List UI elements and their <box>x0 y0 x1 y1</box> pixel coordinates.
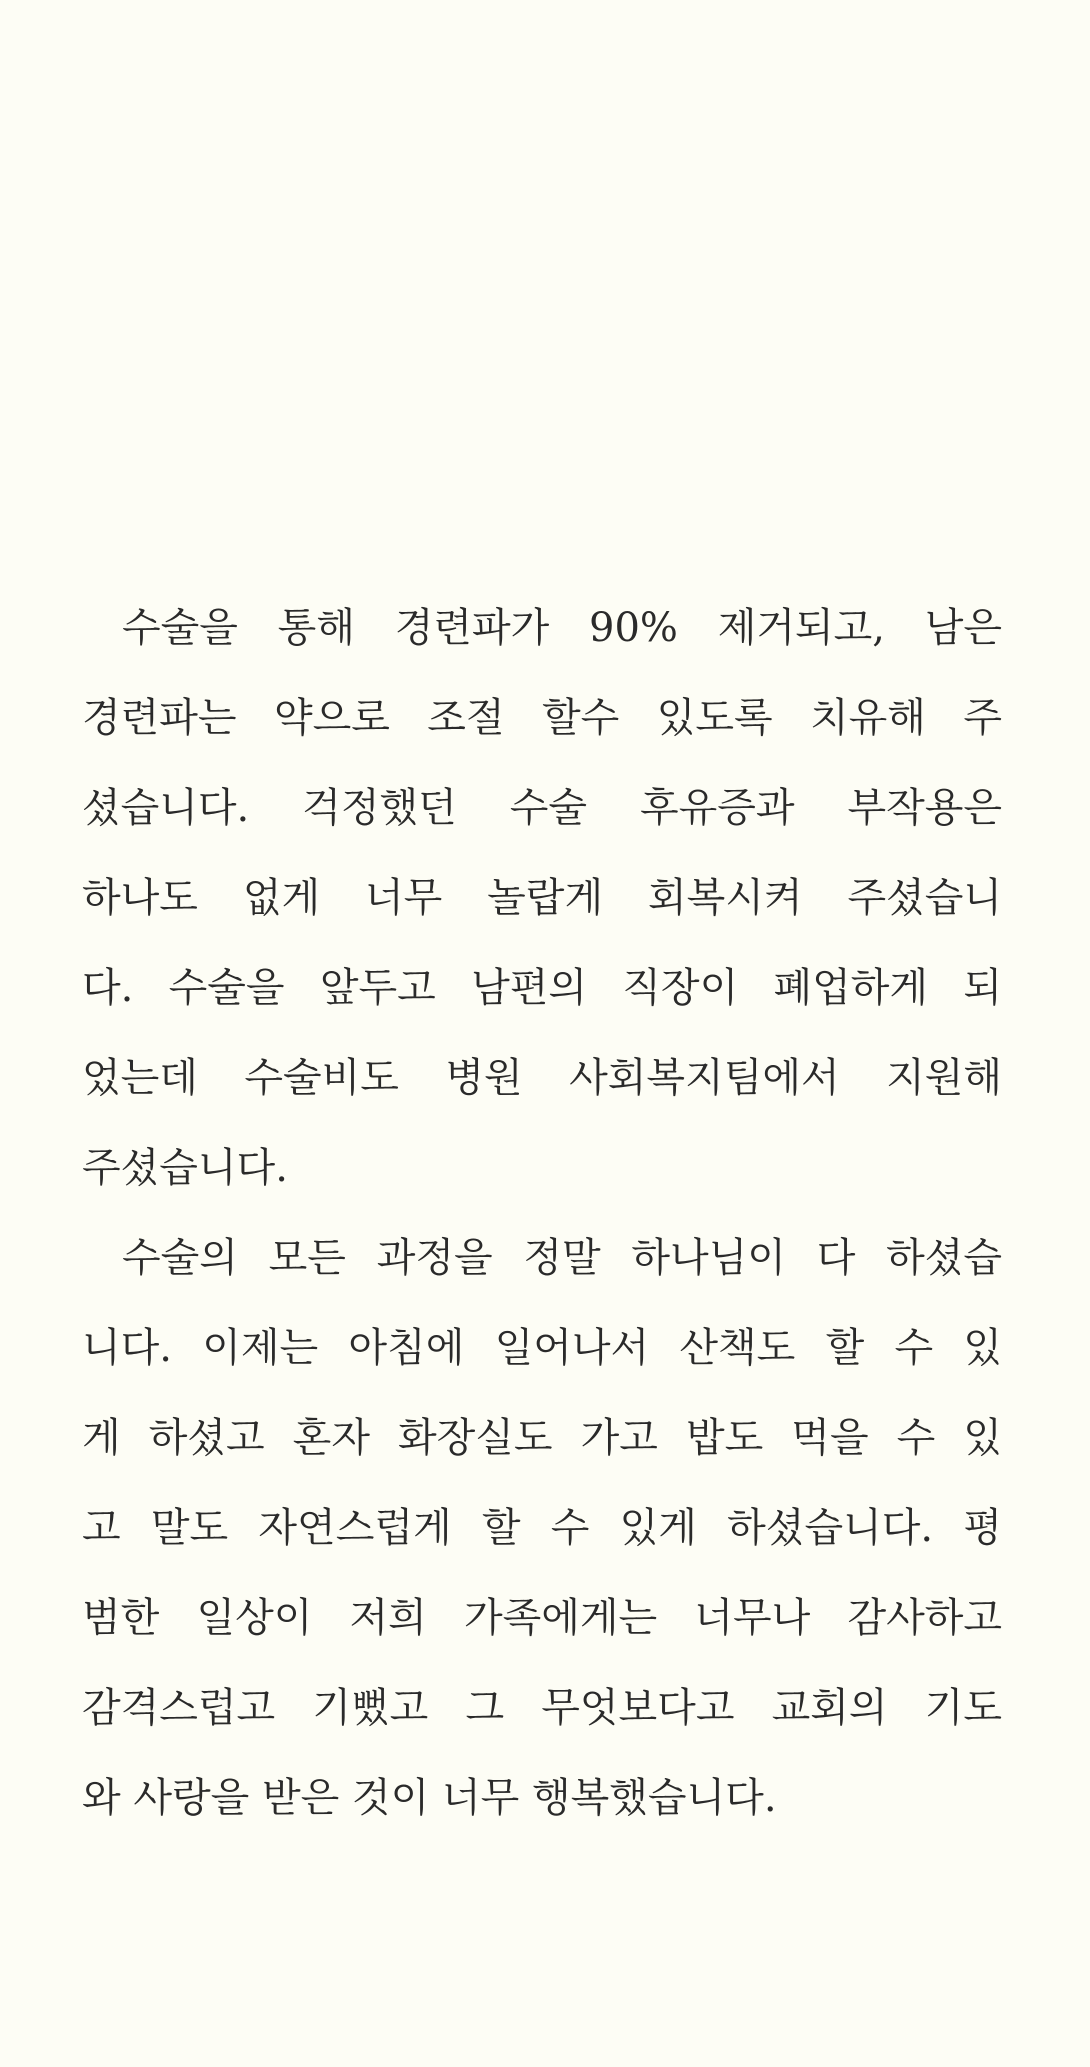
text-line: 었는데 수술비도 병원 사회복지팀에서 지원해 <box>82 1055 1002 1101</box>
text-line: 수술의 모든 과정을 정말 하나님이 다 하셨습 <box>122 1235 1002 1281</box>
text-line: 다. 수술을 앞두고 남편의 직장이 폐업하게 되 <box>82 965 1002 1011</box>
paragraph-1 <box>82 583 1002 1213</box>
text-line: 고 말도 자연스럽게 할 수 있게 하셨습니다. 평 <box>82 1505 1002 1551</box>
body-text <box>82 583 1002 1843</box>
text-line: 감격스럽고 기뻤고 그 무엇보다고 교회의 기도 <box>82 1685 1002 1731</box>
text-line: 하나도 없게 너무 놀랍게 회복시켜 주셨습니 <box>82 875 1002 921</box>
text-line: 경련파는 약으로 조절 할수 있도록 치유해 주 <box>82 695 1002 741</box>
paragraph-2 <box>82 1213 1002 1843</box>
text-line: 범한 일상이 저희 가족에게는 너무나 감사하고 <box>82 1595 1002 1641</box>
text-line: 게 하셨고 혼자 화장실도 가고 밥도 먹을 수 있 <box>82 1415 1002 1461</box>
text-line: 수술을 통해 경련파가 90% 제거되고, 남은 <box>122 605 1002 651</box>
text-line: 주셨습니다. <box>82 1145 288 1191</box>
text-line: 와 사랑을 받은 것이 너무 행복했습니다. <box>82 1775 777 1821</box>
text-line: 니다. 이제는 아침에 일어나서 산책도 할 수 있 <box>82 1325 1002 1371</box>
text-line: 셨습니다. 걱정했던 수술 후유증과 부작용은 <box>82 785 1002 831</box>
